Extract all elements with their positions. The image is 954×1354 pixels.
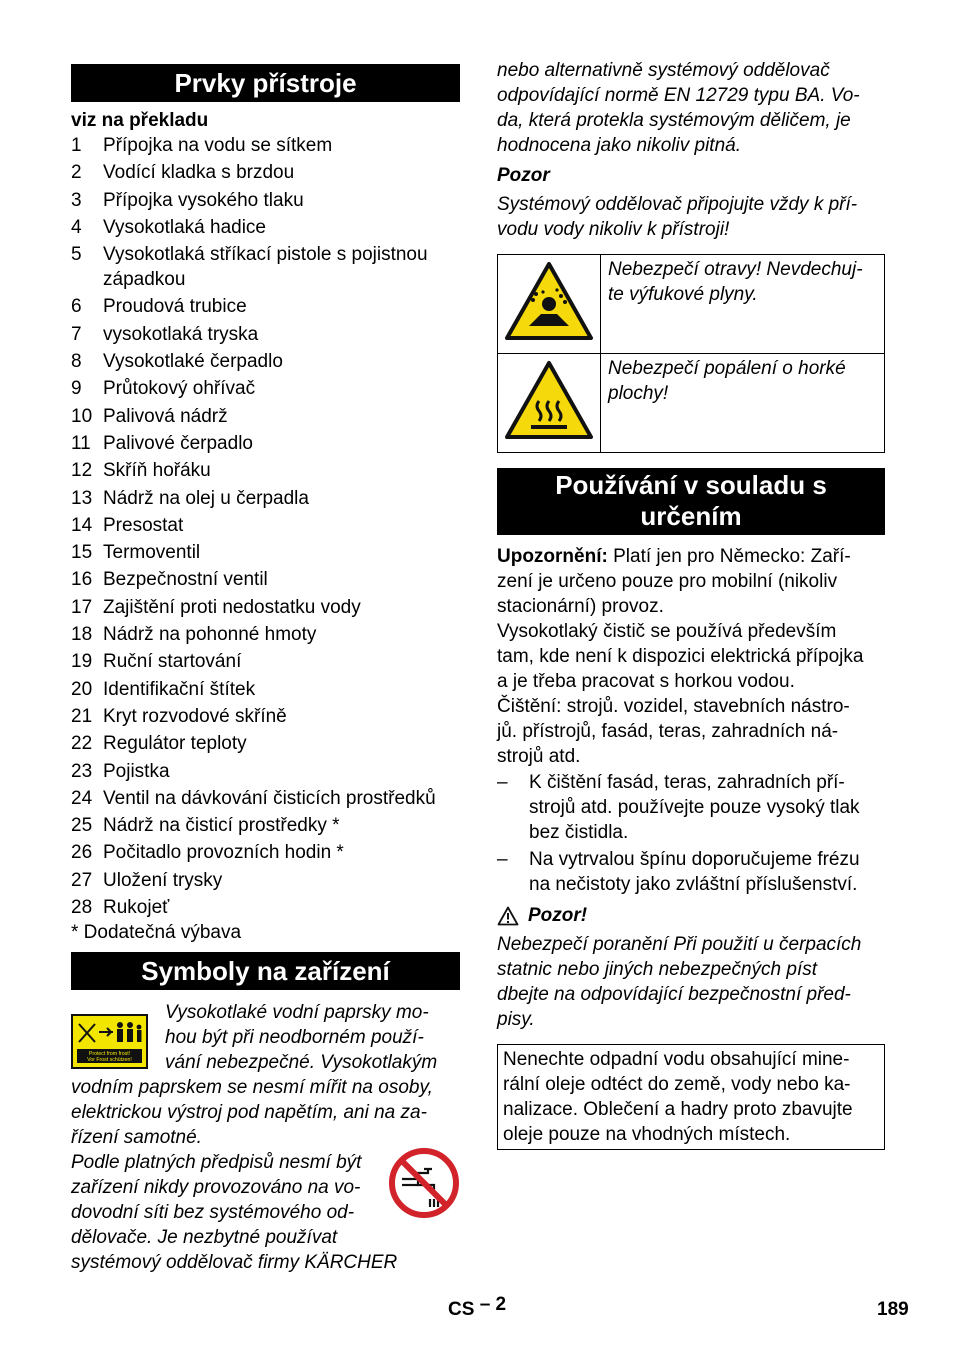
item-number: 13 bbox=[71, 487, 93, 509]
text-line: Vysokotlaké vodní paprsky mo- bbox=[165, 1002, 429, 1024]
item-label: Bezpečnostní ventil bbox=[103, 569, 268, 591]
list-item bbox=[71, 595, 460, 620]
text-line: statnic nebo jiných nebezpečných píst bbox=[497, 959, 818, 980]
item-number: 14 bbox=[71, 514, 93, 536]
intro-text bbox=[497, 58, 885, 158]
item-number: 24 bbox=[71, 787, 93, 809]
list-item bbox=[71, 677, 460, 702]
text-line: zařízení nikdy provozováno na vo- bbox=[71, 1177, 361, 1199]
item-number: 8 bbox=[71, 351, 82, 373]
item-number: 2 bbox=[71, 162, 82, 184]
list-item bbox=[71, 895, 460, 920]
text-line: Nebezpečí otravy! Nevdechuj- bbox=[608, 259, 863, 280]
item-label: Přípojka vysokého tlaku bbox=[103, 189, 304, 211]
item-label: Přípojka na vodu se sítkem bbox=[103, 135, 333, 156]
item-label: Palivová nádrž bbox=[103, 405, 228, 427]
text-line: řízení samotné. bbox=[71, 1127, 202, 1149]
dash-text bbox=[529, 770, 860, 845]
item-number: 28 bbox=[71, 897, 93, 919]
text-line: K čištění fasád, teras, zahradních pří- bbox=[529, 772, 845, 793]
item-label: Termoventil bbox=[103, 542, 201, 564]
text-line: zení je určeno pouze pro mobilní (nikoliv bbox=[497, 571, 838, 592]
item-number: 15 bbox=[71, 542, 93, 564]
item-label: Kryt rozvodové skříně bbox=[103, 705, 287, 727]
text-line: na nečistoty jako zvláštní příslušenství. bbox=[529, 874, 858, 895]
symbols-text-full bbox=[71, 1075, 466, 1150]
pozor-text bbox=[497, 192, 885, 242]
text-line: Nebezpečí poranění Při použití u čerpacích bbox=[497, 934, 862, 955]
list-item bbox=[71, 786, 460, 811]
item-label: Nádrž na olej u čerpadla bbox=[103, 487, 309, 509]
text-line: pisy. bbox=[497, 1009, 535, 1030]
text-line: strojů atd. používejte pouze vysoký tlak bbox=[529, 797, 860, 818]
list-item bbox=[71, 840, 460, 865]
text-line: nalizace. Oblečení a hadry proto zbavujte bbox=[503, 1099, 853, 1120]
text-line: Systémový oddělovač připojujte vždy k pří- bbox=[497, 194, 858, 215]
list-item bbox=[71, 376, 460, 401]
regulation-text bbox=[71, 1150, 398, 1275]
text-line: dovodní síti bez systémového od- bbox=[71, 1202, 355, 1224]
item-label: Rukojeť bbox=[103, 897, 170, 919]
language-code: CS bbox=[448, 1299, 475, 1320]
item-label: vysokotlaká tryska bbox=[103, 323, 259, 345]
footer-language bbox=[448, 1294, 507, 1322]
text-fragment: Platí jen pro Německo: Zaří- bbox=[607, 546, 851, 567]
high-pressure-warning-sticker-icon bbox=[71, 1014, 148, 1069]
see-fold-note: viz na překladu bbox=[71, 110, 209, 131]
footnote: * Dodatečná výbava bbox=[71, 922, 242, 944]
left-column bbox=[71, 64, 460, 1296]
item-number: 23 bbox=[71, 760, 93, 782]
item-label: Vodící kladka s brzdou bbox=[103, 162, 295, 184]
list-item bbox=[71, 160, 460, 185]
text-line: da, která protekla systémovým děličem, je bbox=[497, 110, 851, 131]
item-number: 26 bbox=[71, 842, 93, 864]
text-line: nebo alternativně systémový oddělovač bbox=[497, 60, 830, 81]
dash-marker: – bbox=[497, 849, 508, 870]
pozor-label: Pozor bbox=[497, 165, 550, 186]
item-number: 12 bbox=[71, 460, 93, 482]
item-number: 11 bbox=[71, 432, 91, 454]
text-line: systémový oddělovač firmy KÄRCHER bbox=[71, 1252, 398, 1274]
item-label: Počitadlo provozních hodin * bbox=[103, 842, 344, 864]
item-number: 19 bbox=[71, 651, 93, 673]
title-line: Používání v souladu s bbox=[555, 470, 827, 500]
section-page: – 2 bbox=[479, 1294, 507, 1315]
item-number: 1 bbox=[71, 135, 82, 156]
text-line: Podle platných předpisů nesmí být bbox=[71, 1152, 362, 1174]
svg-text:Vor Frost schützen!: Vor Frost schützen! bbox=[87, 1057, 132, 1064]
item-number: 22 bbox=[71, 733, 93, 755]
dash-text bbox=[529, 847, 860, 897]
warning-table bbox=[497, 254, 885, 453]
list-item bbox=[71, 486, 460, 511]
list-item bbox=[71, 813, 460, 838]
dash-list-item bbox=[497, 847, 885, 897]
warning-row bbox=[498, 255, 885, 354]
text-line: Vysokotlaký čistič se používá především bbox=[497, 621, 837, 642]
item-label: Ruční startování bbox=[103, 651, 242, 673]
text-line: hodnocena jako nikoliv pitná. bbox=[497, 135, 742, 156]
warning-row bbox=[498, 354, 885, 453]
item-number: 25 bbox=[71, 815, 93, 837]
text-line: vání nebezpečné. Vysokotlakým bbox=[165, 1052, 438, 1074]
section-title-device-elements: Prvky přístroje bbox=[71, 64, 460, 102]
item-label: Palivové čerpadlo bbox=[103, 432, 253, 454]
item-number: 4 bbox=[71, 216, 82, 238]
list-item bbox=[71, 133, 460, 158]
item-number: 9 bbox=[71, 378, 82, 400]
environment-note-box bbox=[497, 1044, 885, 1150]
toxic-fumes-warning-icon bbox=[498, 255, 601, 354]
list-item bbox=[71, 513, 460, 538]
item-number: 18 bbox=[71, 624, 93, 646]
text-line: vodním paprskem se nesmí mířit na osoby, bbox=[71, 1077, 433, 1099]
item-number: 5 bbox=[71, 244, 82, 266]
list-item bbox=[71, 731, 460, 756]
text-line: a je třeba pracovat s horkou vodou. bbox=[497, 671, 795, 692]
list-item bbox=[71, 649, 460, 674]
item-number: 7 bbox=[71, 323, 82, 345]
section-title-intended-use bbox=[497, 468, 885, 535]
list-item bbox=[71, 540, 460, 565]
list-item bbox=[71, 322, 460, 347]
item-number: 27 bbox=[71, 869, 93, 891]
text-line: plochy! bbox=[608, 383, 669, 404]
upozorneni-label: Upozornění: bbox=[497, 546, 608, 567]
no-connection-to-drinking-water-icon bbox=[388, 1147, 460, 1219]
warning-text-toxic bbox=[601, 255, 885, 354]
text-line: Čištění: strojů. vozidel, stavebních nástro- bbox=[497, 696, 850, 717]
item-label: Identifikační štítek bbox=[103, 678, 256, 700]
item-label: Proudová trubice bbox=[103, 296, 247, 318]
usage-text bbox=[497, 544, 885, 769]
danger-text bbox=[497, 932, 885, 1032]
item-number: 21 bbox=[71, 705, 93, 727]
text-line: tam, kde není k dispozici elektrická přípojka bbox=[497, 646, 864, 667]
right-column bbox=[497, 58, 885, 1150]
item-number: 3 bbox=[71, 189, 82, 211]
item-label: Ventil na dávkování čisticích prostředků bbox=[103, 787, 436, 809]
text-line: Na vytrvalou špínu doporučujeme frézu bbox=[529, 849, 860, 870]
warning-text-hot bbox=[601, 354, 885, 453]
text-line: stacionární) provoz. bbox=[497, 596, 664, 617]
list-item bbox=[71, 622, 460, 647]
parts-list bbox=[71, 133, 460, 920]
item-number: 10 bbox=[71, 405, 93, 427]
item-label: Průtokový ohřívač bbox=[103, 378, 256, 400]
text-line: bez čistidla. bbox=[529, 822, 629, 843]
item-label: Vysokotlaká hadice bbox=[103, 216, 267, 238]
item-label: Vysokotlaká stříkací pistole s pojistnou západkou bbox=[103, 244, 428, 291]
text-line: jů. přístrojů, fasád, teras, zahradních ná- bbox=[497, 721, 839, 742]
dash-marker: – bbox=[497, 772, 508, 793]
text-line: strojů atd. bbox=[497, 746, 581, 767]
item-label: Regulátor teploty bbox=[103, 733, 247, 755]
text-line: dělovače. Je nezbytné používat bbox=[71, 1227, 338, 1249]
list-item bbox=[71, 868, 460, 893]
list-item bbox=[71, 567, 460, 592]
list-item bbox=[71, 188, 460, 213]
item-number: 16 bbox=[71, 569, 93, 591]
hot-surface-warning-icon bbox=[498, 354, 601, 453]
list-item bbox=[71, 458, 460, 483]
item-label: Nádrž na pohonné hmoty bbox=[103, 624, 317, 646]
item-number: 6 bbox=[71, 296, 82, 318]
list-item bbox=[71, 242, 460, 292]
pozor-label: Pozor! bbox=[528, 905, 588, 926]
list-item bbox=[71, 431, 460, 456]
text-line: vodu vody nikoliv k přístroji! bbox=[497, 219, 730, 240]
item-label: Vysokotlaké čerpadlo bbox=[103, 351, 283, 373]
list-item bbox=[71, 704, 460, 729]
list-item bbox=[71, 349, 460, 374]
list-item bbox=[71, 215, 460, 240]
text-line: dbejte na odpovídající bezpečnostní před- bbox=[497, 984, 851, 1005]
pozor-heading bbox=[497, 903, 885, 928]
title-line: určením bbox=[640, 501, 742, 531]
text-line: Nebezpečí popálení o horké bbox=[608, 358, 846, 379]
item-number: 20 bbox=[71, 678, 93, 700]
item-label: Presostat bbox=[103, 514, 184, 536]
text-line: Nenechte odpadní vodu obsahující mine- bbox=[503, 1049, 850, 1070]
section-title-symbols: Symboly na zařízení bbox=[71, 952, 460, 990]
dash-list-item bbox=[497, 770, 885, 845]
page-number: 189 bbox=[877, 1299, 909, 1320]
item-label: Pojistka bbox=[103, 760, 170, 782]
text-line: hou být při neodborném použí- bbox=[165, 1027, 424, 1049]
symbols-block bbox=[71, 1000, 460, 1296]
item-label: Uložení trysky bbox=[103, 869, 223, 891]
item-label: Zajištění proti nedostatku vody bbox=[103, 596, 361, 618]
symbols-text-indented bbox=[165, 1000, 465, 1075]
text-line: te výfukové plyny. bbox=[608, 284, 758, 305]
svg-text:Protect from frost!: Protect from frost! bbox=[88, 1051, 131, 1058]
item-label: Skříň hořáku bbox=[103, 460, 211, 482]
text-line: odpovídající normě EN 12729 typu BA. Vo- bbox=[497, 85, 860, 106]
text-line: elektrickou výstroj pod napětím, ani na za- bbox=[71, 1102, 427, 1124]
text-line: oleje pouze na vhodných místech. bbox=[503, 1124, 791, 1145]
item-label: Nádrž na čisticí prostředky * bbox=[103, 815, 340, 837]
list-item bbox=[71, 404, 460, 429]
text-line bbox=[497, 544, 885, 569]
text-line: rální oleje odtéct do země, vody nebo ka- bbox=[503, 1074, 851, 1095]
list-item bbox=[71, 294, 460, 319]
list-item bbox=[71, 759, 460, 784]
warning-triangle-icon bbox=[497, 906, 519, 926]
item-number: 17 bbox=[71, 596, 93, 618]
